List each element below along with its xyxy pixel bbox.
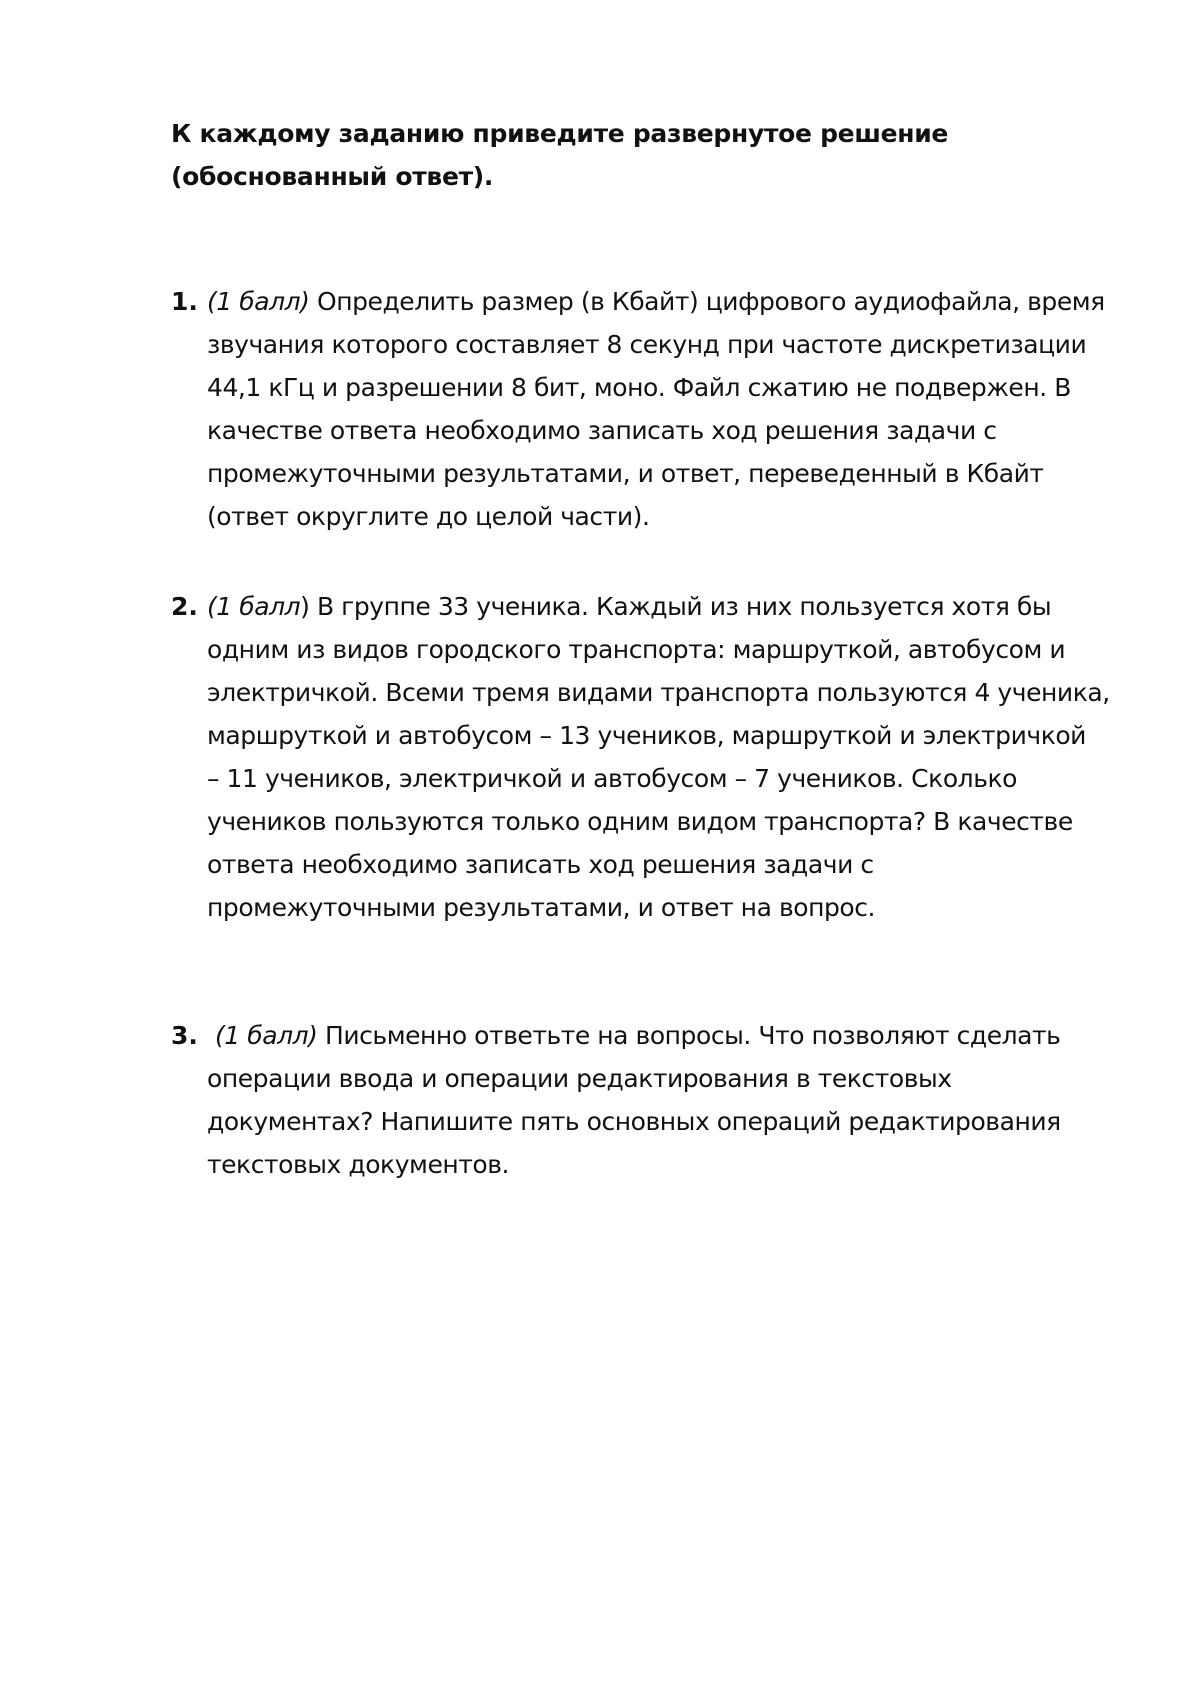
task-line: документах? Напишите пять основных операций редактирования: [207, 1107, 1061, 1136]
task-line: звучания которого составляет 8 секунд при частоте дискретизации: [207, 330, 1087, 359]
task-line-text: ) В группе 33 ученика. Каждый из них пользуется хотя бы: [300, 592, 1052, 621]
task-line: текстовых документов.: [207, 1150, 510, 1179]
task-line: 44,1 кГц и разрешении 8 бит, моно. Файл сжатию не подвержен. В: [207, 373, 1071, 402]
task-line: операции ввода и операции редактирования в текстовых: [207, 1064, 952, 1093]
task-text: [207, 1014, 1127, 1186]
task-text: [207, 280, 1127, 538]
task-line: маршруткой и автобусом – 13 учеников, маршруткой и электричкой: [207, 721, 1086, 750]
task-line: качестве ответа необходимо записать ход решения задачи с: [207, 416, 997, 445]
task-line: [207, 280, 1127, 323]
task-line: промежуточными результатами, и ответ, переведенный в Кбайт: [207, 459, 1044, 488]
task-line: – 11 учеников, электричкой и автобусом – 7 учеников. Сколько: [207, 764, 1017, 793]
instructions-heading: [171, 112, 1071, 198]
task-line: ответа необходимо записать ход решения задачи с: [207, 850, 874, 879]
task-line: [207, 1014, 1127, 1057]
task-line: одним из видов городского транспорта: маршруткой, автобусом и: [207, 635, 1066, 664]
task-line-text: Письменно ответьте на вопросы. Что позволяют сделать: [317, 1021, 1061, 1050]
task-line: промежуточными результатами, и ответ на вопрос.: [207, 893, 876, 922]
task-number: 1.: [171, 287, 198, 316]
task-number: 2.: [171, 592, 198, 621]
task-score: (1 балл: [207, 592, 301, 621]
task-line: учеников пользуются только одним видом транспорта? В качестве: [207, 807, 1073, 836]
task-line: электричкой. Всеми тремя видами транспорта пользуются 4 ученика,: [207, 678, 1110, 707]
task-line: [207, 585, 1127, 628]
task-text: [207, 585, 1127, 929]
task-line-text: Определить размер (в Кбайт) цифрового аудиофайла, время: [309, 287, 1105, 316]
heading-line-1: К каждому заданию приведите развернутое решение: [171, 119, 949, 148]
heading-line-2: (обоснованный ответ).: [171, 162, 494, 191]
task-score: (1 балл): [207, 287, 310, 316]
task-line: (ответ округлите до целой части).: [207, 502, 650, 531]
task-score: (1 балл): [215, 1021, 318, 1050]
task-number: 3.: [171, 1021, 198, 1050]
